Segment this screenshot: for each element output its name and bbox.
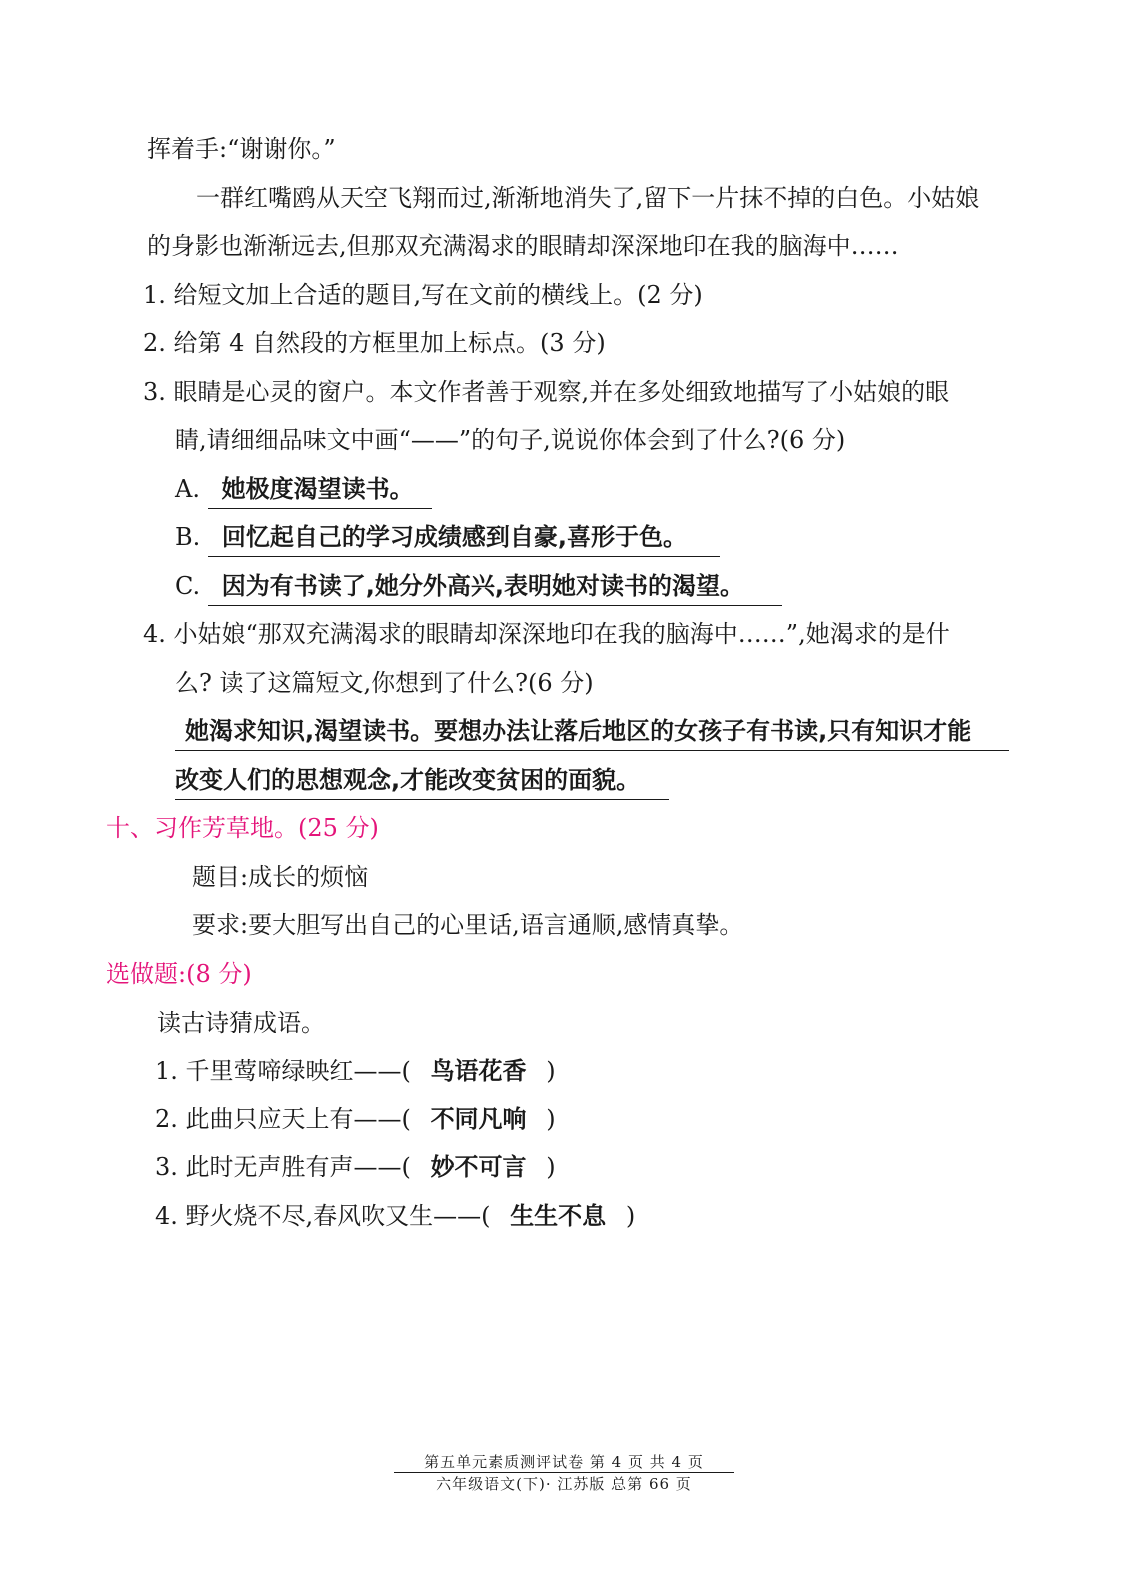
item-close: ) <box>546 1057 556 1085</box>
section-10-heading: 十、习作芳草地。(25 分) <box>106 814 379 842</box>
question-2: 2. 给第 4 自然段的方框里加上标点。(3 分) <box>143 329 606 357</box>
list-item <box>155 1199 635 1233</box>
list-item <box>155 1054 556 1088</box>
list-item <box>155 1102 556 1136</box>
answer-4-line-2 <box>175 763 669 800</box>
item-close: ) <box>546 1153 556 1181</box>
optional-intro: 读古诗猜成语。 <box>157 1009 325 1037</box>
item-text: 千里莺啼绿映红——( <box>185 1057 411 1085</box>
question-3-line-1: 3. 眼睛是心灵的窗户。本文作者善于观察,并在多处细致地描写了小姑娘的眼 <box>143 378 950 406</box>
question-4-line-2: 么? 读了这篇短文,你想到了什么?(6 分) <box>175 669 594 697</box>
list-item <box>155 1150 556 1184</box>
item-number: 1. <box>155 1057 178 1085</box>
answer-b: 回忆起自己的学习成绩感到自豪,喜形于色。 <box>208 520 720 557</box>
item-number: 3. <box>155 1153 178 1181</box>
item-answer: 鸟语花香 <box>430 1057 527 1085</box>
footer-edition-info: 六年级语文(下)· 江苏版 总第 66 页 <box>436 1475 692 1493</box>
footer-page-info: 第五单元素质测评试卷 第 4 页 共 4 页 <box>424 1453 704 1471</box>
item-close: ) <box>546 1105 556 1133</box>
passage-line-2: 一群红嘴鸥从天空飞翔而过,渐渐地消失了,留下一片抹不掉的白色。小姑娘 <box>196 184 980 212</box>
item-text: 此时无声胜有声——( <box>185 1153 411 1181</box>
answer-a-label: A. <box>175 475 200 503</box>
essay-title: 题目:成长的烦恼 <box>192 863 369 891</box>
item-number: 4. <box>155 1202 178 1230</box>
passage-line-1: 挥着手:“谢谢你。” <box>147 135 336 163</box>
item-answer: 妙不可言 <box>430 1153 527 1181</box>
question-3-line-2: 睛,请细细品味文中画“——”的句子,说说你体会到了什么?(6 分) <box>175 426 846 454</box>
item-answer: 不同凡响 <box>430 1105 527 1133</box>
answer-a: 她极度渴望读书。 <box>208 472 432 509</box>
answer-4-line-1 <box>175 714 1009 751</box>
question-1: 1. 给短文加上合适的题目,写在文前的横线上。(2 分) <box>143 281 703 309</box>
answer-4-text-2: 改变人们的思想观念,才能改变贫困的面貌。 <box>175 763 669 800</box>
passage-line-3: 的身影也渐渐远去,但那双充满渴求的眼睛却深深地印在我的脑海中…… <box>147 232 899 260</box>
item-number: 2. <box>155 1105 178 1133</box>
item-text: 此曲只应天上有——( <box>185 1105 411 1133</box>
answer-c-label: C. <box>175 572 201 600</box>
answer-b-label: B. <box>175 523 201 551</box>
answer-a-row <box>175 472 432 509</box>
optional-heading: 选做题:(8 分) <box>106 960 252 988</box>
footer-divider <box>394 1472 734 1473</box>
essay-requirement: 要求:要大胆写出自己的心里话,语言通顺,感情真挚。 <box>192 911 744 939</box>
item-answer: 生生不息 <box>510 1202 607 1230</box>
answer-b-row <box>175 520 720 557</box>
answer-c-row <box>175 569 782 606</box>
answer-4-text-1: 她渴求知识,渴望读书。要想办法让落后地区的女孩子有书读,只有知识才能 <box>175 714 1009 751</box>
question-4-line-1: 4. 小姑娘“那双充满渴求的眼睛却深深地印在我的脑海中……”,她渴求的是什 <box>143 620 950 648</box>
item-close: ) <box>625 1202 636 1230</box>
answer-c: 因为有书读了,她分外高兴,表明她对读书的渴望。 <box>208 569 782 606</box>
item-text: 野火烧不尽,春风吹又生——( <box>185 1202 491 1230</box>
